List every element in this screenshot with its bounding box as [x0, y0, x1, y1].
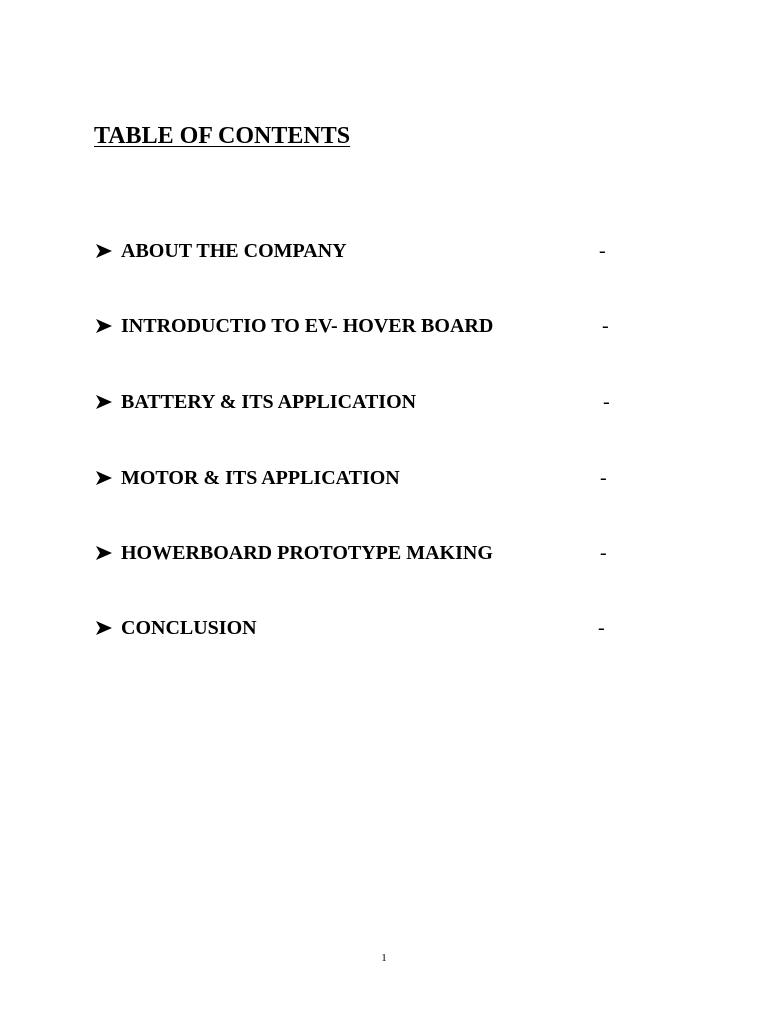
toc-entry — [94, 387, 614, 417]
arrowhead-bullet-icon — [94, 236, 114, 266]
toc-entry — [94, 236, 614, 266]
toc-entry-label: CONCLUSION — [121, 617, 257, 639]
arrowhead-bullet-icon — [94, 538, 114, 568]
toc-entry-label: BATTERY & ITS APPLICATION — [121, 391, 417, 413]
toc-entry-page: - — [599, 240, 606, 262]
arrowhead-bullet-icon — [94, 463, 114, 493]
arrowhead-bullet-icon — [94, 387, 114, 417]
toc-entry-label: HOWERBOARD PROTOTYPE MAKING — [121, 542, 493, 564]
toc-entry-page: - — [600, 542, 607, 564]
toc-entry — [94, 463, 614, 493]
toc-entry-page: - — [602, 315, 609, 337]
toc-entry-label: INTRODUCTIO TO EV- HOVER BOARD — [121, 315, 494, 337]
toc-entry — [94, 538, 614, 568]
toc-entry — [94, 613, 614, 643]
toc-entry-page: - — [600, 467, 607, 489]
page-title: TABLE OF CONTENTS — [94, 123, 351, 149]
toc-entry-label: ABOUT THE COMPANY — [121, 240, 347, 262]
toc-entry — [94, 311, 614, 341]
toc-entry-page: - — [598, 617, 605, 639]
arrowhead-bullet-icon — [94, 613, 114, 643]
page-number: 1 — [381, 952, 387, 964]
toc-entry-page: - — [603, 391, 610, 413]
toc-entry-label: MOTOR & ITS APPLICATION — [121, 467, 400, 489]
arrowhead-bullet-icon — [94, 311, 114, 341]
